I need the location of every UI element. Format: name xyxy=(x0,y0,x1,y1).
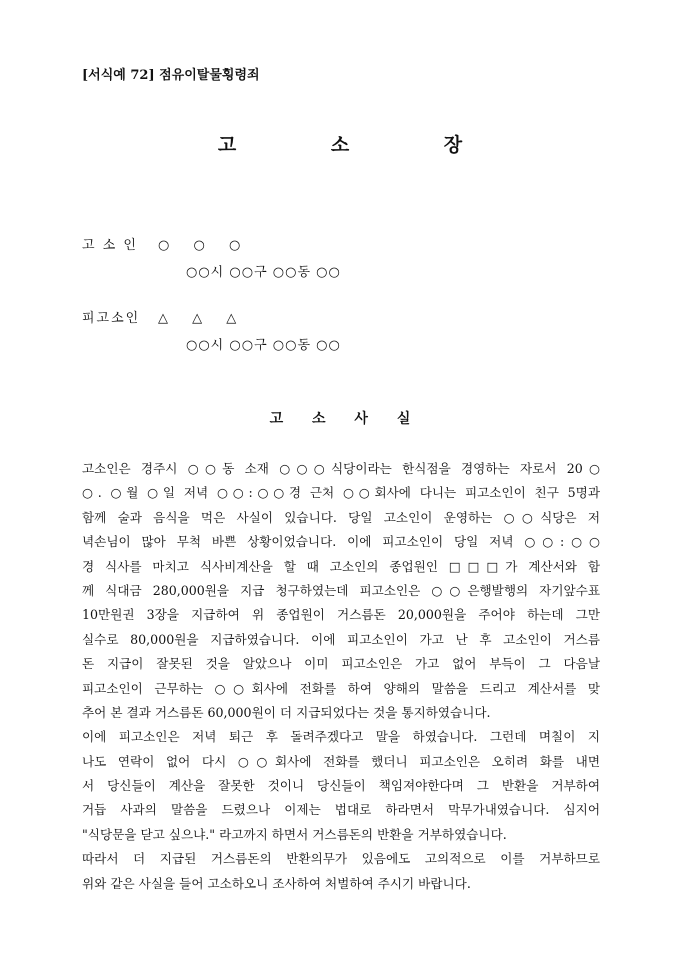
defendant-name: △ △ △ xyxy=(158,311,247,326)
complainant-address: ○○시 ○○구 ○○동 ○○ xyxy=(186,265,341,280)
complainant-role: 고 소 인 xyxy=(82,238,138,253)
body-line: 녁손님이 많아 무척 바쁜 상황이었습니다. 이에 피고소인이 당일 저녁 ○○:○○ xyxy=(82,534,600,550)
body-line: 나도 연락이 없어 다시 ○○회사에 전화를 했더니 피고소인은 오히려 화를 내면 xyxy=(82,753,600,769)
complainant-block xyxy=(82,232,341,286)
defendant-role: 피고소인 xyxy=(82,311,141,326)
body-line: 피고소인이 근무하는 ○○회사에 전화를 하여 양해의 말씀을 드리고 계산서를 맞 xyxy=(82,680,600,696)
body-line: 10만원권 3장을 지급하여 위 종업원이 거스름돈 20,000원을 주어야 하는데 그만 xyxy=(82,607,600,623)
complaint-body xyxy=(82,457,600,896)
body-line: 함께 술과 음식을 먹은 사실이 있습니다. 당일 고소인이 운영하는 ○○식당은 저 xyxy=(82,509,600,525)
defendant-block xyxy=(82,305,341,359)
body-line: 고소인은 경주시 ○○동 소재 ○○○식당이라는 한식점을 경영하는 자로서 20○ xyxy=(82,461,600,476)
body-line: 실수로 80,000원을 지급하였습니다. 이에 피고소인이 가고 난 후 고소인이 거스름 xyxy=(82,631,600,647)
body-line: 경 식사를 마치고 식사비계산을 할 때 고소인의 종업원인 □□□가 계산서와 함 xyxy=(82,558,600,574)
body-line: 돈 지급이 잘못된 것을 알았으나 이미 피고소인은 가고 없어 부득이 그 다음날 xyxy=(82,656,600,672)
body-line: ○. ○월 ○일 저녁 ○○:○○경 근처 ○○회사에 다니는 피고소인이 친구 5명과 xyxy=(82,485,600,501)
defendant-address: ○○시 ○○구 ○○동 ○○ xyxy=(186,338,341,353)
body-line: 이에 피고소인은 저녁 퇴근 후 돌려주겠다고 말을 하였습니다. 그런데 며칠이 지 xyxy=(82,729,600,745)
complainant-name: ○ ○ ○ xyxy=(158,238,251,253)
body-line: "식당문을 닫고 싶으냐." 라고까지 하면서 거스름돈의 반환을 거부하였습니다. xyxy=(82,826,507,842)
form-label: [서식예 72] 점유이탈물횡령죄 xyxy=(82,68,260,83)
section-title: 고 소 사 실 xyxy=(269,411,423,427)
body-line: 께 식대금 280,000원을 지급 청구하였는데 피고소인은 ○○은행발행의 자기앞수표 xyxy=(82,582,600,598)
body-line: 위와 같은 사실을 들어 고소하오니 조사하여 처벌하여 주시기 바랍니다. xyxy=(82,875,471,891)
document-title: 고 소 장 xyxy=(217,134,507,156)
body-line: 추어 본 결과 거스름돈 60,000원이 더 지급되었다는 것을 통지하였습니다. xyxy=(82,704,491,720)
body-line: 따라서 더 지급된 거스름돈의 반환의무가 있음에도 고의적으로 이를 거부하므로 xyxy=(82,851,600,867)
body-line: 거듭 사과의 말씀을 드렸으나 이제는 법대로 하라면서 막무가내였습니다. 심지어 xyxy=(82,802,600,818)
body-line: 서 당신들이 계산을 잘못한 것이니 당신들이 책임져야한다며 그 반환을 거부하여 xyxy=(82,778,600,794)
